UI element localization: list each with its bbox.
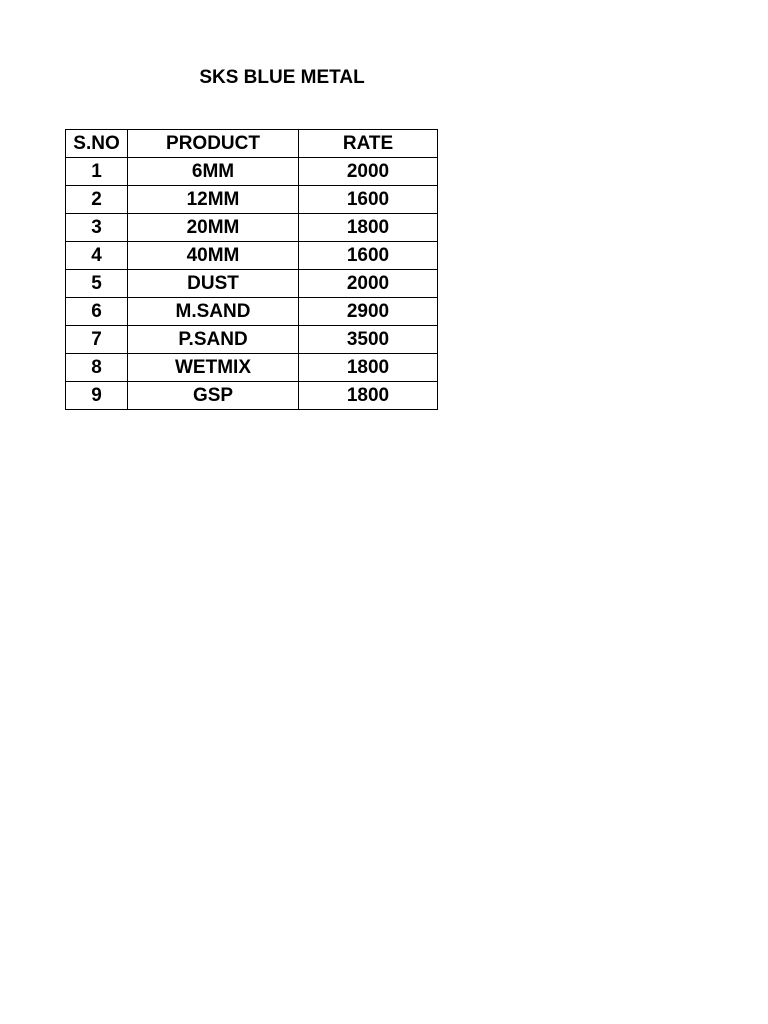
cell-sno: 2 (66, 186, 128, 214)
cell-sno: 6 (66, 298, 128, 326)
cell-product: GSP (128, 382, 299, 410)
price-table (65, 129, 438, 410)
cell-rate: 1800 (299, 382, 438, 410)
cell-sno: 5 (66, 270, 128, 298)
table-row (66, 270, 438, 298)
cell-product: M.SAND (128, 298, 299, 326)
cell-rate: 2000 (299, 270, 438, 298)
table-row (66, 326, 438, 354)
cell-sno: 7 (66, 326, 128, 354)
table-row (66, 186, 438, 214)
cell-rate: 1800 (299, 354, 438, 382)
cell-rate: 1800 (299, 214, 438, 242)
cell-sno: 1 (66, 158, 128, 186)
table-row (66, 354, 438, 382)
cell-rate: 2900 (299, 298, 438, 326)
cell-sno: 8 (66, 354, 128, 382)
table-row (66, 158, 438, 186)
cell-product: 6MM (128, 158, 299, 186)
cell-rate: 1600 (299, 242, 438, 270)
cell-product: P.SAND (128, 326, 299, 354)
cell-rate: 3500 (299, 326, 438, 354)
table-row (66, 382, 438, 410)
cell-product: 12MM (128, 186, 299, 214)
table-header-row (66, 130, 438, 158)
table-row (66, 242, 438, 270)
page-title: SKS BLUE METAL (199, 67, 365, 88)
table-row (66, 298, 438, 326)
cell-product: 40MM (128, 242, 299, 270)
header-sno: S.NO (66, 130, 128, 158)
cell-sno: 3 (66, 214, 128, 242)
table-row (66, 214, 438, 242)
cell-product: 20MM (128, 214, 299, 242)
cell-product: WETMIX (128, 354, 299, 382)
header-rate: RATE (299, 130, 438, 158)
cell-sno: 4 (66, 242, 128, 270)
header-product: PRODUCT (128, 130, 299, 158)
cell-rate: 2000 (299, 158, 438, 186)
cell-product: DUST (128, 270, 299, 298)
cell-sno: 9 (66, 382, 128, 410)
cell-rate: 1600 (299, 186, 438, 214)
